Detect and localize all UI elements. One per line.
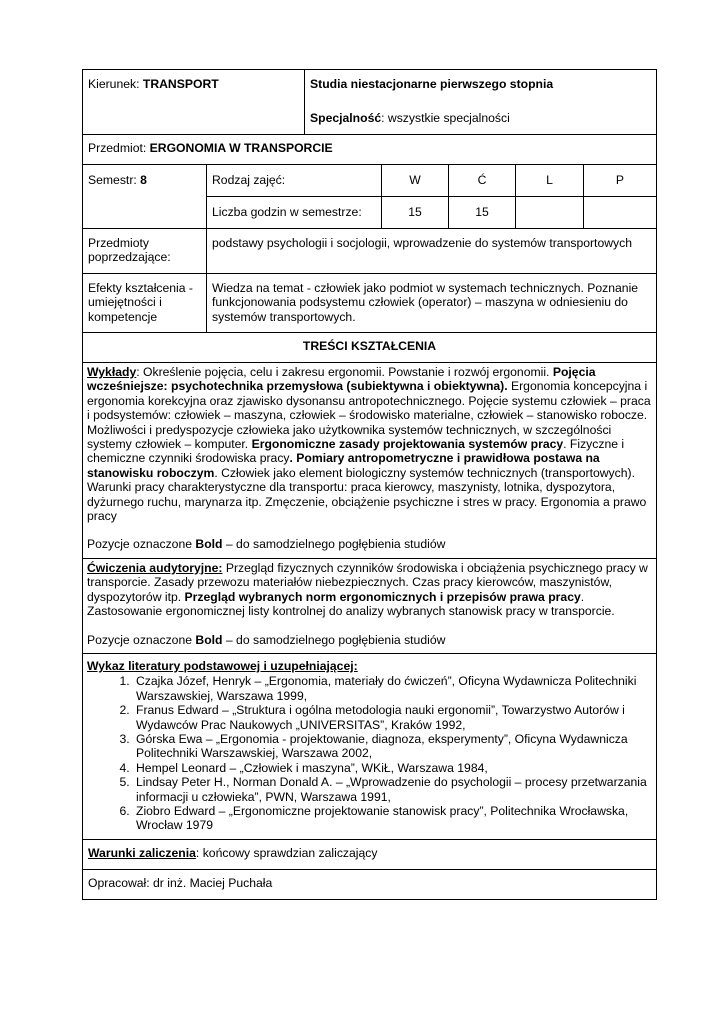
note-bold: Bold (195, 537, 223, 552)
kierunek-value: TRANSPORT (142, 77, 219, 91)
cwiczenia-text-1: Przegląd fizycznych czynników środowiska i obciążenia psychicznego pracy w transporcie. Zasady przewozu materiałów niebezpiecznych. Czas pracy kierowców, maszynistów, dyspozytorów itp. (87, 560, 648, 604)
note-text-2: – do samodzielnego pogłębienia studiów (222, 632, 446, 647)
specjalnosc-cell (305, 106, 657, 135)
semestr-value: 8 (140, 173, 147, 187)
col-w: W (382, 165, 449, 197)
efekty-value: Wiedza na temat - człowiek jako podmiot w systemach technicznych. Poznanie funkcjonowania podsystemu człowiek (operator) – maszyna w odniesieniu do systemów transportowych. (207, 274, 657, 333)
wyklady-bold-3: . Pomiary antropometryczne i prawidłowa postawa na stanowisku roboczym (87, 451, 600, 480)
hours-w: 15 (382, 197, 449, 229)
hours-l (516, 197, 584, 229)
godziny-label: Liczba godzin w semestrze: (207, 197, 382, 229)
col-p: P (584, 165, 657, 197)
tresci-heading-text: TREŚCI KSZTAŁCENIA (302, 339, 437, 353)
efekty-label: Efekty kształcenia - umiejętności i kompetencje (83, 274, 207, 333)
header-row-1 (83, 70, 657, 107)
przedmiot-cell (83, 135, 657, 165)
poprzedzajace-row (83, 229, 657, 274)
literatura-item: 2. Franus Edward – „Struktura i ogólna metodologia nauki ergonomii”, Towarzystwo Autorów i Wydawców Prac Naukowych „UNIVERSITAS”, Kraków 1992, (133, 703, 651, 732)
literatura-item: 3. Górska Ewa – „Ergonomia - projektowanie, diagnoza, eksperymenty”, Oficyna Wydawnicza Politechniki Warszawskiej, Warszawa 2002, (133, 732, 651, 761)
syllabus-table (82, 69, 657, 900)
cwiczenia-note (87, 633, 651, 647)
literatura-cell (83, 653, 657, 839)
warunki-value: : końcowy sprawdzian zaliczający (195, 845, 378, 860)
kierunek-label: Kierunek: (88, 77, 143, 91)
cwiczenia-row (83, 558, 657, 653)
wyklady-text-1: : Określenie pojęcia, celu i zakresu ergonomii. Powstanie i rozwój ergonomii. (136, 365, 553, 379)
col-c: Ć (449, 165, 516, 197)
opracowal-row (83, 869, 657, 899)
przedmiot-row (83, 135, 657, 165)
specjalnosc-value: : wszystkie specjalności (381, 111, 510, 125)
cwiczenia-paragraph (87, 561, 651, 619)
note-bold: Bold (195, 632, 223, 647)
note-text-2: – do samodzielnego pogłębienia studiów (222, 537, 446, 552)
poprzedzajace-label: Przedmioty poprzedzające: (83, 229, 207, 274)
cwiczenia-label: Ćwiczenia audytoryjne: (87, 560, 223, 575)
wyklady-row (83, 363, 657, 559)
wyklady-cell (83, 363, 657, 559)
hours-c: 15 (449, 197, 516, 229)
rodzaj-label: Rodzaj zajęć: (207, 165, 382, 197)
wyklady-bold-1: Pojęcia wcześniejsze: psychotechnika przemysłowa (subiektywna i obiektywna). (87, 365, 596, 394)
poprzedzajace-value: podstawy psychologii i socjologii, wprowadzenie do systemów transportowych (207, 229, 657, 274)
przedmiot-label: Przedmiot: (88, 141, 150, 155)
literatura-label: Wykaz literatury podstawowej i uzupełniającej: (87, 658, 358, 673)
przedmiot-value: ERGONOMIA W TRANSPORCIE (149, 141, 333, 155)
wyklady-text-3: . Fizyczne i chemiczne czynniki środowiska pracy (87, 437, 625, 466)
col-l: L (516, 165, 584, 197)
cwiczenia-cell (83, 558, 657, 653)
specjalnosc-label: Specjalność (310, 111, 382, 125)
tresci-row (83, 333, 657, 363)
wyklady-paragraph (87, 365, 651, 523)
kierunek-cell (83, 70, 305, 135)
opracowal-cell: Opracował: dr inż. Maciej Puchała (83, 869, 657, 899)
wyklady-bold-2: Ergonomiczne zasady projektowania systemów pracy (251, 437, 564, 452)
literatura-item: 4. Hempel Leonard – „Człowiek i maszyna”, WKiŁ, Warszawa 1984, (133, 761, 651, 775)
hours-p (584, 197, 657, 229)
efekty-row (83, 274, 657, 333)
wyklady-text-4: . Człowiek jako element biologiczny systemów technicznych (transportowych). Warunki pracy charakterystyczne dla transportu: praca kierowcy, maszynisty, lotnika, dyspozytora, dyżurnego ruchu, marynarza itp. Zmęczenie, obciążenie psychiczne i stres w pracy. Ergonomia a prawo pracy (87, 465, 647, 524)
wyklady-label: Wykłady (87, 365, 137, 379)
wyklady-note (87, 537, 651, 551)
studia-cell (305, 70, 657, 107)
wyklady-text-2: Ergonomia koncepcyjna i ergonomia korekcyjna oraz zjawisko dysonansu antropotechnicznego. Pojęcie systemu człowiek – praca i podsystemów: człowiek – maszyna, człowiek – środowisko materialne, człowiek – stanowisko robocze. Możliwości i predyspozycje człowieka jako użytkownika systemów technicznych, w szczególności systemy człowiek – komputer. (87, 379, 651, 452)
note-text-1: Pozycje oznaczone (87, 537, 196, 552)
literatura-list (87, 674, 651, 832)
literatura-row (83, 653, 657, 839)
studia-text: Studia niestacjonarne pierwszego stopnia (310, 77, 554, 91)
warunki-label: Warunki zaliczenia (88, 845, 196, 860)
cwiczenia-bold-1: Przegląd wybranych norm ergonomicznych i przepisów prawa pracy (184, 589, 581, 604)
literatura-item: 5. Lindsay Peter H., Norman Donald A. – „Wprowadzenie do psychologii – procesy przetwarzania informacji u człowieka”, PWN, Warszawa 1991, (133, 775, 651, 804)
semestr-cell (83, 165, 207, 229)
note-text-1: Pozycje oznaczone (87, 632, 196, 647)
tresci-heading (83, 333, 657, 363)
warunki-cell (83, 839, 657, 869)
semestr-label: Semestr: (88, 173, 141, 187)
rodzaj-row (83, 165, 657, 197)
literatura-item: 1. Czajka Józef, Henryk – „Ergonomia, materiały do ćwiczeń”, Oficyna Wydawnicza Politechniki Warszawskiej, Warszawa 1999, (133, 674, 651, 703)
literatura-item: 6. Ziobro Edward – „Ergonomiczne projektowanie stanowisk pracy”, Politechnika Wrocławska, Wrocław 1979 (133, 804, 651, 833)
warunki-row (83, 839, 657, 869)
cwiczenia-text-2: . Zastosowanie ergonomicznej listy kontrolnej do analizy wybranych stanowisk pracy w transporcie. (87, 589, 615, 619)
